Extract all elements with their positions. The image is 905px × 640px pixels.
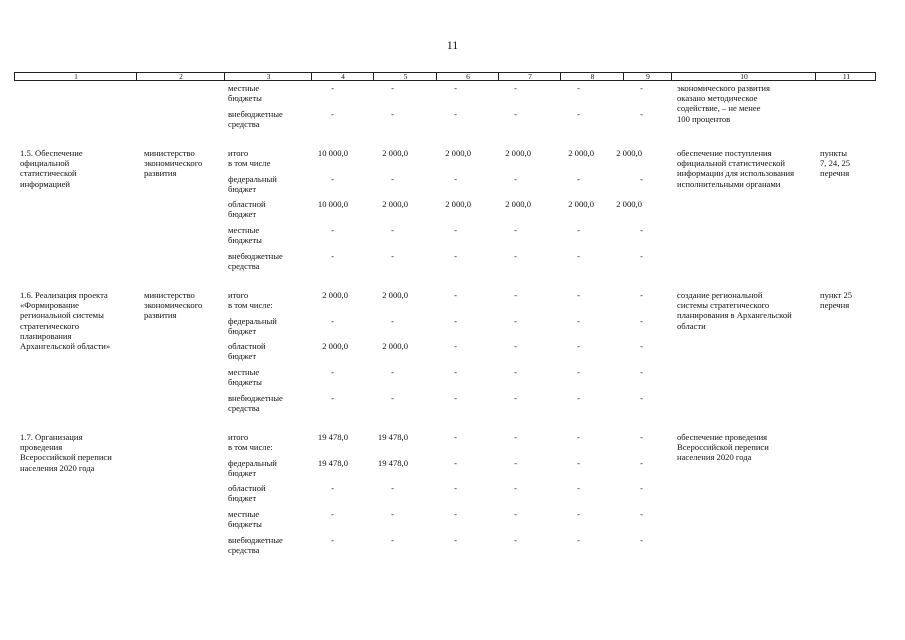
value-cell: -	[514, 316, 517, 326]
value-cell: -	[454, 83, 457, 93]
value-cell: -	[640, 83, 643, 93]
value-cell: 19 478,0	[317, 458, 348, 468]
value-cell: -	[454, 316, 457, 326]
value-cell: -	[391, 483, 394, 493]
result-description: создание региональной системы стратегического планирования в Архангельской области	[677, 290, 792, 331]
row-label: областной бюджет	[228, 341, 266, 362]
value-cell: 2 000,0	[568, 199, 594, 209]
value-cell: -	[577, 83, 580, 93]
value-cell: -	[454, 251, 457, 261]
value-cell: -	[640, 251, 643, 261]
row-label: внебюджетные средства	[228, 109, 283, 130]
value-cell: -	[514, 290, 517, 300]
value-cell: -	[640, 535, 643, 545]
value-cell: -	[514, 458, 517, 468]
value-cell: -	[391, 174, 394, 184]
value-cell: 2 000,0	[616, 199, 642, 209]
value-cell: 2 000,0	[382, 341, 408, 351]
value-cell: -	[577, 535, 580, 545]
value-cell: -	[577, 458, 580, 468]
result-description: обеспечение проведения Всероссийской переписи населения 2020 года	[677, 432, 769, 463]
row-label: внебюджетные средства	[228, 251, 283, 272]
value-cell: -	[454, 174, 457, 184]
value-cell: -	[514, 109, 517, 119]
column-header-7: 7	[528, 72, 532, 81]
row-label: местные бюджеты	[228, 83, 262, 104]
column-divider	[815, 73, 816, 80]
value-cell: 2 000,0	[322, 341, 348, 351]
column-divider	[498, 73, 499, 80]
value-cell: -	[514, 393, 517, 403]
row-label: внебюджетные средства	[228, 535, 283, 556]
value-cell: -	[577, 432, 580, 442]
column-header-10: 10	[740, 72, 748, 81]
value-cell: -	[577, 509, 580, 519]
column-header-row	[14, 72, 876, 81]
value-cell: 2 000,0	[445, 148, 471, 158]
column-header-6: 6	[466, 72, 470, 81]
measure-title: 1.7. Организация проведения Всероссийской переписи населения 2020 года	[20, 432, 112, 473]
row-label: итого в том числе	[228, 148, 271, 169]
value-cell: 19 478,0	[377, 458, 408, 468]
value-cell: -	[331, 251, 334, 261]
value-cell: -	[391, 316, 394, 326]
value-cell: -	[577, 225, 580, 235]
column-divider	[373, 73, 374, 80]
value-cell: -	[331, 393, 334, 403]
result-description: обеспечение поступления официальной статистической информации для использования исполнительными органами	[677, 148, 795, 189]
value-cell: -	[514, 432, 517, 442]
value-cell: -	[454, 535, 457, 545]
value-cell: -	[391, 509, 394, 519]
value-cell: -	[577, 174, 580, 184]
value-cell: -	[331, 316, 334, 326]
column-divider	[311, 73, 312, 80]
value-cell: 2 000,0	[568, 148, 594, 158]
value-cell: -	[640, 174, 643, 184]
value-cell: -	[514, 341, 517, 351]
list-reference: пункты 7, 24, 25 перечня	[820, 148, 851, 179]
value-cell: -	[640, 509, 643, 519]
value-cell: -	[454, 290, 457, 300]
value-cell: -	[514, 535, 517, 545]
value-cell: -	[391, 225, 394, 235]
value-cell: -	[454, 341, 457, 351]
column-divider	[671, 73, 672, 80]
value-cell: -	[331, 535, 334, 545]
value-cell: -	[577, 341, 580, 351]
column-header-8: 8	[590, 72, 595, 81]
value-cell: -	[454, 483, 457, 493]
column-divider	[623, 73, 624, 80]
column-header-1: 1	[74, 72, 78, 81]
value-cell: -	[514, 83, 517, 93]
value-cell: 19 478,0	[377, 432, 408, 442]
row-label: федеральный бюджет	[228, 458, 277, 479]
value-cell: -	[514, 483, 517, 493]
value-cell: -	[640, 432, 643, 442]
value-cell: -	[640, 367, 643, 377]
value-cell: -	[391, 393, 394, 403]
value-cell: -	[391, 535, 394, 545]
row-label: итого в том числе:	[228, 290, 273, 311]
value-cell: -	[514, 367, 517, 377]
value-cell: -	[640, 225, 643, 235]
page-number: 11	[446, 38, 459, 52]
column-divider	[436, 73, 437, 80]
value-cell: 2 000,0	[505, 199, 531, 209]
row-label: местные бюджеты	[228, 509, 262, 530]
list-reference: пункт 25 перечня	[820, 290, 853, 311]
measure-title: 1.6. Реализация проекта «Формирование региональной системы стратегического планирования Архангельской области»	[20, 290, 111, 352]
column-divider	[136, 73, 137, 80]
value-cell: 2 000,0	[382, 148, 408, 158]
row-label: областной бюджет	[228, 483, 266, 504]
value-cell: -	[514, 225, 517, 235]
column-header-4: 4	[341, 72, 345, 81]
value-cell: -	[577, 316, 580, 326]
value-cell: -	[331, 83, 334, 93]
column-header-3: 3	[266, 72, 271, 81]
value-cell: -	[454, 367, 457, 377]
value-cell: -	[640, 109, 643, 119]
value-cell: -	[331, 174, 334, 184]
value-cell: -	[331, 225, 334, 235]
value-cell: -	[640, 316, 643, 326]
measure-title: 1.5. Обеспечение официальной статистической информацией	[20, 148, 83, 189]
value-cell: -	[454, 393, 457, 403]
result-description: экономического развития оказано методическое содействие, – не менее 100 процентов	[677, 83, 770, 124]
value-cell: -	[454, 432, 457, 442]
value-cell: 2 000,0	[616, 148, 642, 158]
value-cell: -	[331, 367, 334, 377]
row-label: итого в том числе:	[228, 432, 273, 453]
value-cell: -	[454, 225, 457, 235]
value-cell: 2 000,0	[505, 148, 531, 158]
executor: министерство экономического развития	[144, 290, 203, 321]
row-label: областной бюджет	[228, 199, 266, 220]
value-cell: -	[391, 367, 394, 377]
value-cell: -	[391, 109, 394, 119]
column-header-5: 5	[403, 72, 408, 81]
row-label: внебюджетные средства	[228, 393, 283, 414]
value-cell: -	[640, 393, 643, 403]
column-divider	[224, 73, 225, 80]
value-cell: 10 000,0	[317, 199, 348, 209]
value-cell: -	[640, 458, 643, 468]
value-cell: -	[514, 251, 517, 261]
value-cell: -	[640, 483, 643, 493]
value-cell: -	[331, 483, 334, 493]
value-cell: -	[454, 109, 457, 119]
executor: министерство экономического развития	[144, 148, 203, 179]
value-cell: -	[391, 83, 394, 93]
value-cell: -	[640, 341, 643, 351]
column-header-2: 2	[179, 72, 183, 81]
value-cell: -	[577, 109, 580, 119]
value-cell: -	[391, 251, 394, 261]
column-header-9: 9	[646, 72, 650, 81]
value-cell: -	[577, 483, 580, 493]
value-cell: 19 478,0	[317, 432, 348, 442]
row-label: федеральный бюджет	[228, 316, 277, 337]
value-cell: -	[577, 367, 580, 377]
row-label: местные бюджеты	[228, 225, 262, 246]
value-cell: -	[454, 458, 457, 468]
value-cell: 2 000,0	[382, 199, 408, 209]
value-cell: -	[577, 251, 580, 261]
value-cell: 2 000,0	[322, 290, 348, 300]
value-cell: -	[331, 109, 334, 119]
value-cell: 2 000,0	[382, 290, 408, 300]
value-cell: -	[514, 174, 517, 184]
value-cell: 10 000,0	[317, 148, 348, 158]
value-cell: -	[577, 393, 580, 403]
row-label: местные бюджеты	[228, 367, 262, 388]
value-cell: -	[331, 509, 334, 519]
row-label: федеральный бюджет	[228, 174, 277, 195]
value-cell: -	[577, 290, 580, 300]
value-cell: -	[640, 290, 643, 300]
column-divider	[560, 73, 561, 80]
value-cell: -	[454, 509, 457, 519]
column-header-11: 11	[842, 72, 851, 81]
value-cell: -	[514, 509, 517, 519]
value-cell: 2 000,0	[445, 199, 471, 209]
